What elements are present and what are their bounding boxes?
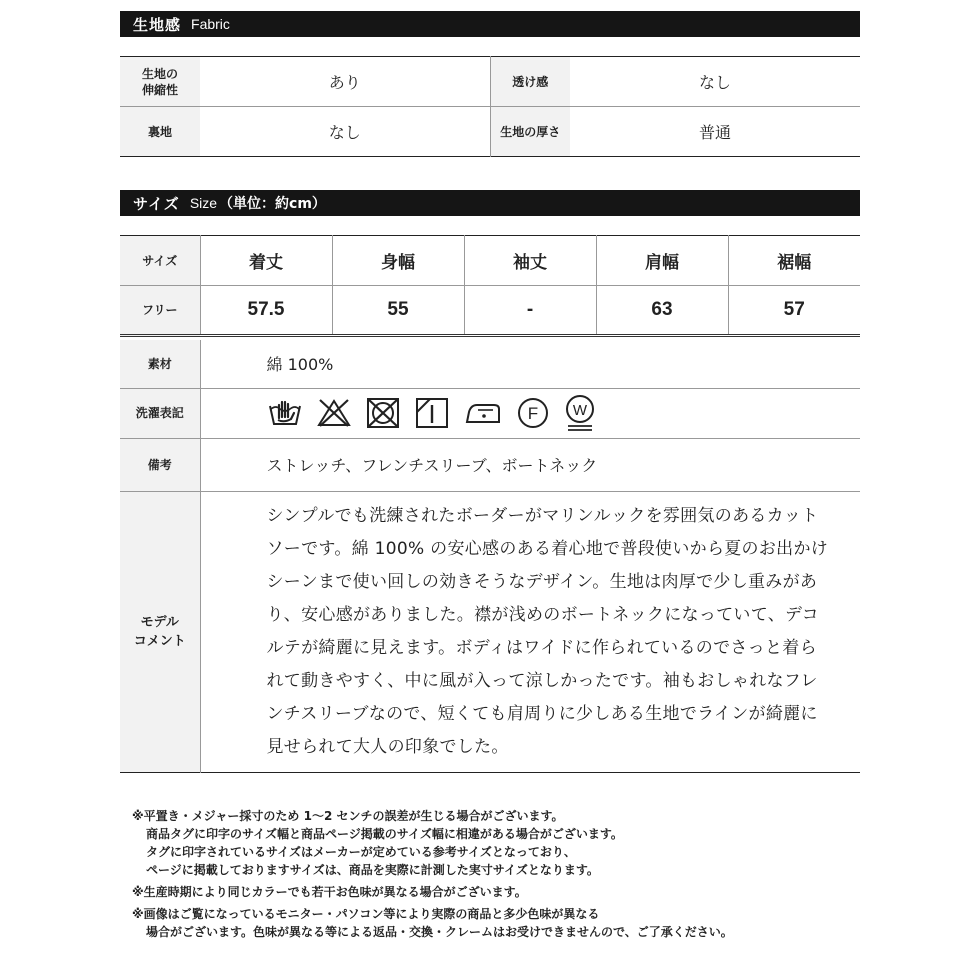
comment-line: ルテが綺麗に見えます。ボディはワイドに作られているのでさっと着ら [266,637,817,658]
model-comment [200,491,860,772]
footnote-3-line-2: 場合がございます。色味が異なる等による返品・交換・クレームはお受けできませんので、ご了承ください。 [146,925,733,939]
fabric-header-jp: 生地感 [133,15,182,34]
footnote-3-line-1: ※画像はご覧になっているモニター・パソコン等により実際の商品と多少色味が異なる [132,907,600,921]
shoulder-width-header: 肩幅 [596,236,728,286]
length-value: 57.5 [200,286,332,336]
size-header-row [120,236,860,286]
material-label: 素材 [120,340,200,388]
footnote-2: ※生産時期により同じカラーでも若干お色味が異なる場合がございます。 [132,885,527,899]
fabric-table [120,56,860,157]
comment-line: り、安心感がありました。襟が浅めのボートネックになっていて、デコ [266,604,819,625]
sheer-label: 透け感 [490,57,570,107]
body-width-header: 身幅 [332,236,464,286]
lining-value: なし [200,107,490,157]
comment-line: 見せられて大人の印象でした。 [266,736,509,757]
wet-clean-w-icon [563,394,597,432]
lining-label: 裏地 [120,107,200,157]
footnote-1-line-1: ※平置き・メジャー採寸のため 1〜2 センチの誤差が生じる場合がございます。 [132,809,564,823]
care-icons [201,394,861,432]
size-name: フリー [120,286,200,336]
svg-text:W: W [572,402,587,419]
comment-line: ンチスリーブなので、短くても肩周りに少しある生地でラインが綺麗に [266,703,818,724]
iron-low-icon [463,396,503,430]
comment-line: シーンまで使い回しの効きそうなデザイン。生地は肉厚で少し重みがあ [266,571,818,592]
comment-line: シンプルでも洗練されたボーダーがマリンルックを雰囲気のあるカット [266,505,819,526]
material-value: 綿 100% [266,355,334,375]
sleeve-length-header: 袖丈 [464,236,596,286]
no-tumble-dry-icon [365,396,401,430]
fabric-section-header [120,11,860,37]
drip-dry-shade-icon [414,396,450,430]
comment-line: ソーです。綿 100% の安心感のある着心地で普段使いから夏のお出かけ [266,538,829,559]
body-width-value: 55 [332,286,464,336]
size-col-header: サイズ [120,236,200,286]
hem-width-value: 57 [728,286,860,336]
footnote-1-line-3: タグに印字されているサイズはメーカーが定めている参考サイズとなっており、 [146,845,576,859]
footnote-1-line-2: 商品タグに印字のサイズ幅と商品ページ掲載のサイズ幅に相違がある場合がございます。 [146,827,623,841]
sheer-value: なし [698,73,731,92]
notes-label: 備考 [120,438,200,491]
no-bleach-icon [316,396,352,430]
notes-value: ストレッチ、フレンチスリーブ、ボートネック [200,438,860,491]
thickness-label: 生地の厚さ [490,107,570,157]
dry-clean-f-icon [516,396,550,430]
stretch-value: あり [328,73,361,92]
size-header-jp: サイズ [133,194,180,213]
comment-line: れて動きやすく、中に風が入って涼しかったです。袖もおしゃれなフレ [266,670,818,691]
hand-wash-icon [267,396,303,430]
size-section-header [120,190,860,216]
size-header-en: Size [189,195,218,211]
comment-label: モデル コメント [120,491,200,772]
fabric-header-en: Fabric [191,16,230,32]
detail-table [120,340,860,773]
shoulder-width-value: 63 [596,286,728,336]
size-header-unit: （単位：約cm） [219,196,326,212]
footnotes [132,807,733,941]
hem-width-header: 裾幅 [728,236,860,286]
svg-text:F: F [527,404,538,423]
sleeve-length-value: - [464,286,596,336]
size-table [120,235,860,337]
stretch-label: 生地の 伸縮性 [120,57,200,107]
footnote-1-line-4: ページに掲載しておりますサイズは、商品を実際に計測した実寸サイズとなります。 [146,863,599,877]
length-header: 着丈 [200,236,332,286]
care-label: 洗濯表記 [120,388,200,438]
size-value-row [120,286,860,336]
thickness-value: 普通 [570,107,860,157]
